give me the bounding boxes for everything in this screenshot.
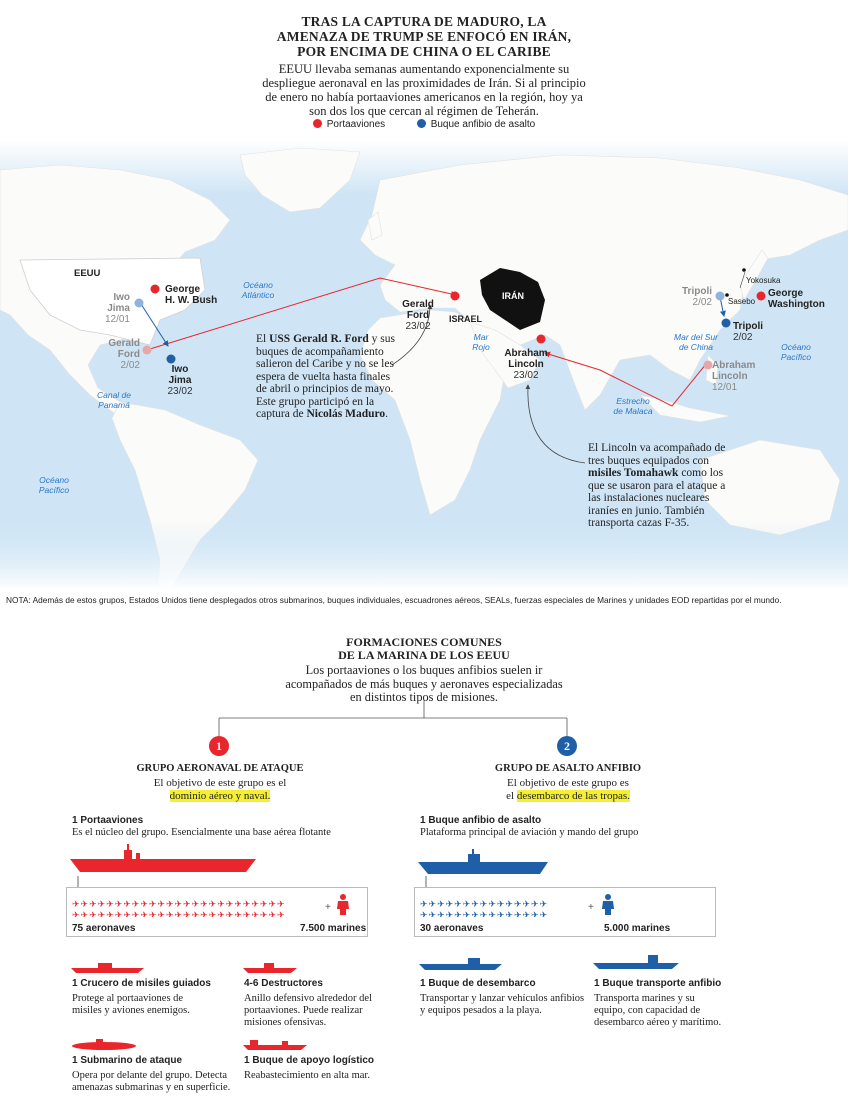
branch-lines [0, 700, 848, 740]
submarine-heading: 1 Submarino de ataque [72, 1055, 183, 1066]
ford-old-dot [143, 346, 152, 355]
footnote: NOTA: Además de estos grupos, Estados Unidos tiene desplegados otros submarinos, buques individuales, escuadrones aéreos, SEALs, fuerzas especiales de Marines y unidades EOD repartidas por el mundo. [6, 595, 782, 605]
ford-note: El USS Gerald R. Ford y sus buques de acompañamiento salieron del Caribe y no se les espera de vuelta hasta finales de abril o principios de mayo. Este grupo participó en la captura de Nicolás Maduro. [256, 333, 395, 420]
intro-text [190, 62, 658, 118]
cruiser-icon [70, 960, 145, 974]
ford-new-label: Gerald Ford 23/02 [402, 299, 434, 332]
aircraft-count: 30 aeronaves [420, 923, 484, 934]
cruiser-heading: 1 Crucero de misiles guiados [72, 978, 211, 989]
south-china-sea-label: Mar del Sur de China [674, 332, 718, 352]
aircraft-icons: ✈✈✈✈✈✈✈✈✈✈✈✈✈✈✈ ✈✈✈✈✈✈✈✈✈✈✈✈✈✈✈ [420, 899, 549, 917]
marines-count: 5.000 marines [604, 923, 671, 934]
yokosuka-label: Yokosuka [746, 276, 781, 285]
usa-label: EEUU [74, 268, 101, 279]
ford-new-dot [451, 292, 460, 301]
map-bottom-fade [0, 520, 848, 590]
red-sea-label: Mar Rojo [472, 332, 490, 352]
lincoln-new-dot [537, 335, 546, 344]
iwojima-old-dot [135, 299, 144, 308]
supply-ship-desc: Reabastecimiento en alta mar. [244, 1070, 370, 1081]
intro-line: EEUU llevaba semanas aumentando exponencialmente su [278, 62, 570, 76]
lincoln-note: El Lincoln va acompañado de tres buques equipados con misiles Tomahawk como los que se usaron para el ataque a las instalaciones nucleares iraníes en junio. También transporta cazas F-35. [588, 442, 726, 529]
infographic-title [0, 14, 848, 59]
aircraft-icons: ✈✈✈✈✈✈✈✈✈✈✈✈✈✈✈✈✈✈✈✈✈✈✈✈✈ ✈✈✈✈✈✈✈✈✈✈✈✈✈✈✈✈✈✈✈✈✈✈✈✈✈ [72, 899, 286, 917]
washington-label: George Washington [768, 288, 825, 310]
formations-intro: Los portaaviones o los buques anfibios suelen ir acompañados de más buques y aeronaves especializadas en distintos tipos de misiones. [285, 663, 563, 704]
assault-ship-desc: Plataforma principal de aviación y mando del grupo [420, 827, 639, 838]
panama-canal-label: Canal de Panamá [96, 390, 132, 410]
transport-ship-heading: 1 Buque transporte anfibio [594, 978, 722, 989]
group1-title: GRUPO AERONAVAL DE ATAQUE [136, 763, 304, 774]
tripoli-old-label: Tripoli 2/02 [682, 286, 712, 308]
iwojima-new-label: Iwo Jima 23/02 [167, 364, 193, 397]
destroyer-icon [242, 960, 298, 974]
washington-dot [757, 292, 766, 301]
tripoli-old-dot [716, 292, 725, 301]
cruiser-desc: Protege al portaaviones de misiles y aviones enemigos. [72, 993, 190, 1016]
title-line: POR ENCIMA DE CHINA O EL CARIBE [297, 44, 551, 59]
carrier-ship-icon [66, 842, 262, 878]
pacific-east-label: Océano Pacífico [780, 342, 812, 362]
legend-carrier-label: Portaaviones [326, 119, 386, 130]
plus-sign: + [325, 902, 331, 913]
group2-number: 2 [557, 736, 577, 756]
submarine-icon [70, 1037, 138, 1051]
aircraft-count: 75 aeronaves [72, 923, 136, 934]
transport-ship-desc: Transporta marines y su equipo, con capacidad de desembarco aéreo y marítimo. [594, 993, 722, 1028]
destroyer-desc: Anillo defensivo alrededor del portaaviones. Puede realizar misiones ofensivas. [244, 993, 372, 1028]
assault-ship-heading: 1 Buque anfibio de asalto [420, 815, 542, 826]
group1-number: 1 [209, 736, 229, 756]
bush-dot [151, 285, 160, 294]
carrier-desc: Es el núcleo del grupo. Esencialmente una base aérea flotante [72, 827, 331, 838]
carrier-heading: 1 Portaaviones [72, 815, 144, 826]
bush-label: George H. W. Bush [165, 284, 218, 306]
group1-desc: El objetivo de este grupo es el dominio aéreo y naval. [153, 777, 287, 802]
atlantic-label: Océano Atlántico [241, 280, 275, 300]
intro-line: de enero no había portaaviones americanos en la región, hoy ya [265, 90, 583, 104]
iran-label: IRÁN [502, 291, 524, 301]
title-line: TRAS LA CAPTURA DE MADURO, LA [301, 14, 547, 29]
landing-ship-icon [418, 955, 503, 971]
iwojima-old-label: Iwo Jima 12/01 [104, 292, 130, 325]
landing-ship-heading: 1 Buque de desembarco [420, 978, 536, 989]
plus-sign: + [588, 902, 594, 913]
ford-old-label: Gerald Ford 2/02 [108, 338, 140, 371]
title-line: AMENAZA DE TRUMP SE ENFOCÓ EN IRÁN, [276, 29, 572, 44]
intro-line: son dos los que cercan al régimen de Teherán. [309, 104, 539, 118]
group2-title: GRUPO DE ASALTO ANFIBIO [494, 763, 642, 774]
landing-ship-desc: Transportar y lanzar vehículos anfibios y equipos pesados a la playa. [420, 993, 585, 1016]
supply-ship-heading: 1 Buque de apoyo logístico [244, 1055, 375, 1066]
marine-icon [600, 893, 616, 915]
assault-ship-icon [416, 848, 550, 878]
lincoln-old-label: Abraham Lincoln 12/01 [712, 360, 756, 393]
amphib-legend-dot [417, 119, 426, 128]
carrier-legend-dot [313, 119, 322, 128]
submarine-desc: Opera por delante del grupo. Detecta amenazas submarinas y en superficie. [72, 1070, 231, 1093]
supply-ship-icon [242, 1037, 308, 1051]
group2-desc: El objetivo de este grupo es el desembarco de las tropas. [506, 777, 630, 802]
iwojima-new-dot [167, 355, 176, 364]
tripoli-new-label: Tripoli 2/02 [733, 321, 763, 343]
tripoli-new-dot [722, 319, 731, 328]
sasebo-label: Sasebo [728, 297, 756, 306]
yokosuka-point [742, 268, 746, 272]
intro-line: despliegue aeronaval en las proximidades de Irán. Si al principio [262, 76, 586, 90]
legend-amphib-label: Buque anfibio de asalto [430, 119, 536, 130]
transport-ship-icon [592, 953, 680, 971]
israel-label: ISRAEL [449, 314, 483, 324]
malacca-strait-label: Estrecho de Malaca [613, 396, 653, 416]
marine-icon [335, 893, 351, 915]
pacific-west-label: Océano Pacífico [38, 475, 70, 495]
marines-count: 7.500 marines [300, 923, 367, 934]
lincoln-new-label: Abraham Lincoln 23/02 [504, 348, 548, 381]
legend [0, 119, 848, 130]
formations-title: FORMACIONES COMUNES DE LA MARINA DE LOS EEUU [338, 635, 510, 662]
destroyer-heading: 4-6 Destructores [244, 978, 323, 989]
